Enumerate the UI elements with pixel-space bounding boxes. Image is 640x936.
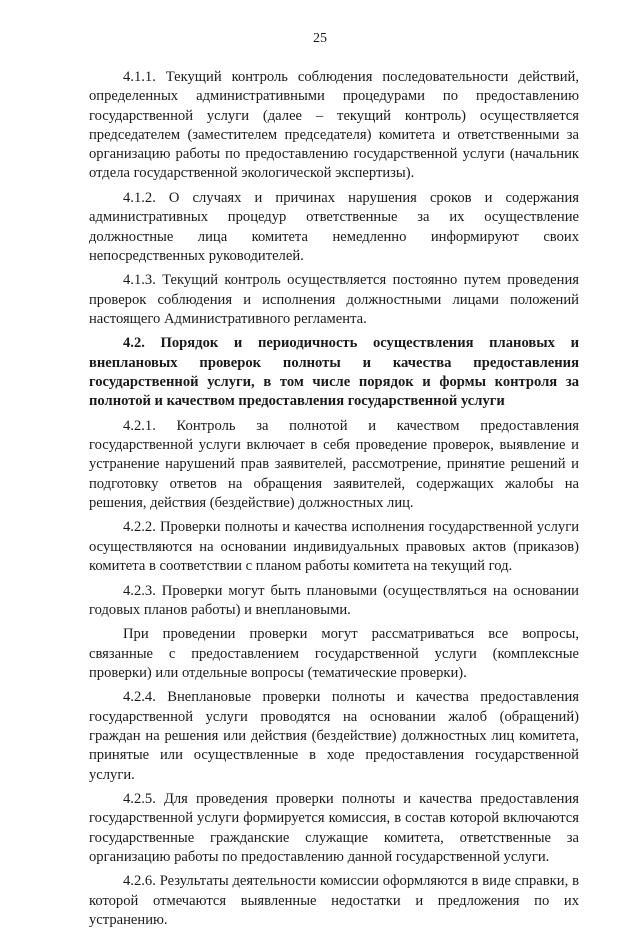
paragraph-4-2-3: 4.2.3. Проверки могут быть плановыми (осуществляться на основании годовых планов работы) и внеплановыми. [89,582,579,618]
paragraph-4-2-3-continued: При проведении проверки могут рассматриваться все вопросы, связанные с предоставлением государственной услуги (комплексные проверки) или отдельные вопросы (тематические проверки). [89,626,579,681]
paragraph-4-2-1: 4.2.1. Контроль за полнотой и качеством предоставления государственной услуги включает в себя проведение проверок, выявление и устранение нарушений прав заявителей, рассмотрение, принятие решений и подготовку ответов на обращения заявителей, содержащих жалобы на решения, действия (бездействие) должностных лиц. [89,417,579,511]
paragraph-4-2-2: 4.2.2. Проверки полноты и качества исполнения государственной услуги осуществляются на основании индивидуальных правовых актов (приказов) комитета в соответствии с планом работы комитета на текущий год. [89,519,579,575]
paragraph-4-2-6: 4.2.6. Результаты деятельности комиссии оформляются в виде справки, в которой отмечаются выявленные недостатки и предложения по их устранению. [89,873,579,929]
section-heading-4-2: 4.2. Порядок и периодичность осуществления плановых и внеплановых проверок полноты и качества предоставления государственной услуги, в том числе порядок и формы контроля за полнотой и качеством предоставления государственной услуги [89,335,579,410]
paragraph-4-1-2: 4.1.2. О случаях и причинах нарушения сроков и содержания административных процедур ответственные за их осуществление должностные лица комитета немедленно информируют своих непосредственных руководителей. [89,189,579,264]
paragraph-4-1-1: 4.1.1. Текущий контроль соблюдения последовательности действий, определенных административными процедурами по предоставлению государственной услуги (далее – текущий контроль) осуществляется председателем (заместителем председателя) комитета и ответственными за организацию работы по предоставлению государственной услуги (начальник отдела государственной экологической экспертизы). [89,69,579,182]
page-number: 25 [313,31,327,46]
document-body [89,68,579,936]
paragraph-4-1-3: 4.1.3. Текущий контроль осуществляется постоянно путем проведения проверок соблюдения и исполнения должностными лицами положений настоящего Административного регламента. [89,272,579,327]
paragraph-4-2-4: 4.2.4. Внеплановые проверки полноты и качества предоставления государственной услуги проводятся на основании жалоб (обращений) граждан на решения или действия (бездействие) должностных лиц комитета, принятые или осуществленные в ходе предоставления государственной услуги. [89,689,579,783]
paragraph-4-2-5: 4.2.5. Для проведения проверки полноты и качества предоставления государственной услуги формируется комиссия, в состав которой включаются государственные гражданские служащие комитета, ответственные за организацию работы по предоставлению данной государственной услуги. [89,791,579,865]
